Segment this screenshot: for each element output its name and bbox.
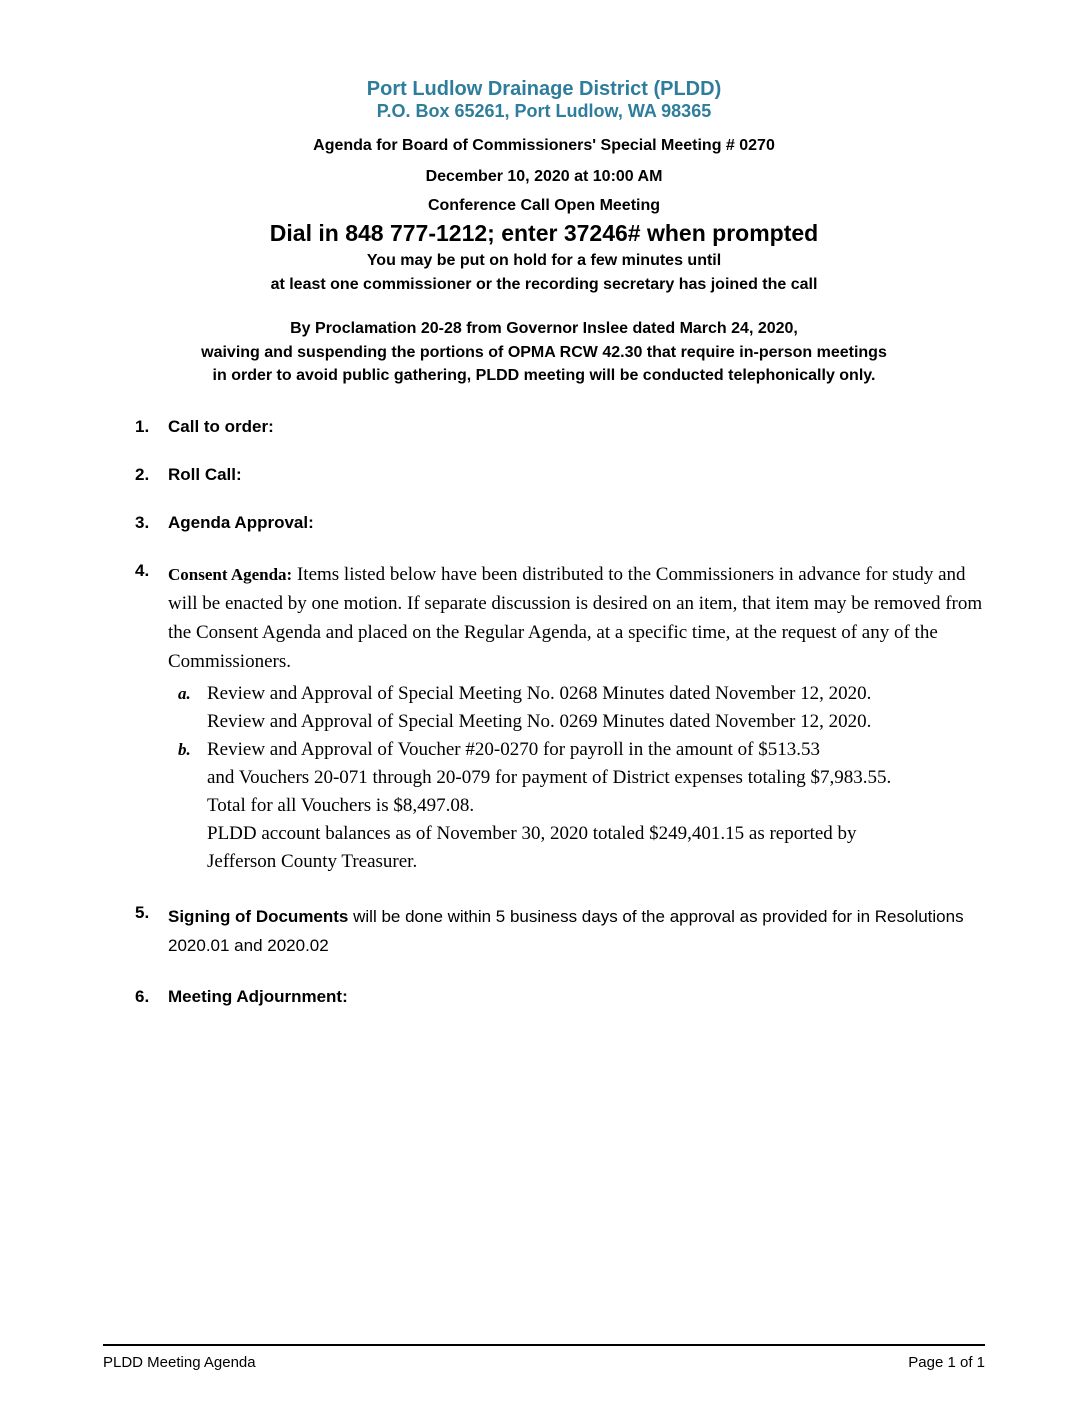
organization-address: P.O. Box 65261, Port Ludlow, WA 98365	[376, 101, 712, 121]
item-number: 1.	[135, 416, 150, 436]
footer-page-number: Page 1 of 1	[908, 1354, 985, 1371]
item-title: Agenda Approval:	[168, 512, 314, 532]
agenda-item-roll-call	[135, 464, 988, 486]
consent-agenda-sub-items	[168, 680, 983, 876]
item-number: 3.	[135, 512, 150, 532]
item-number: 4.	[135, 560, 150, 580]
agenda-item-agenda-approval	[135, 512, 988, 534]
item-title: Roll Call:	[168, 464, 242, 484]
page-footer	[103, 1344, 985, 1372]
document-header	[0, 0, 1088, 388]
agenda-item-meeting-adjournment	[135, 986, 988, 1008]
item-title: Meeting Adjournment:	[168, 986, 348, 1006]
sub-item-a-line-2: Review and Approval of Special Meeting No. 0269 Minutes dated November 12, 2020.	[207, 710, 872, 732]
hold-notice	[0, 249, 1088, 297]
item-body: will be done within 5 business days of the approval as provided for in Resolutions 2020.01 and 2020.02	[168, 906, 964, 955]
sub-item-b	[168, 736, 983, 876]
hold-notice-line-1: You may be put on hold for a few minutes until	[366, 252, 722, 269]
footer-document-title: PLDD Meeting Agenda	[103, 1354, 256, 1371]
sub-item-letter: a.	[178, 683, 191, 703]
item-number: 2.	[135, 464, 150, 484]
meeting-format: Conference Call Open Meeting	[427, 197, 661, 214]
proclamation-line-2: waiving and suspending the portions of OPMA RCW 42.30 that require in-person meetings	[201, 343, 887, 361]
item-title: Consent Agenda:	[168, 564, 293, 584]
sub-item-b-line-4: PLDD account balances as of November 30, 2020 totaled $249,401.15 as reported by	[207, 822, 857, 844]
meeting-title: Agenda for Board of Commissioners' Special Meeting # 0270	[313, 137, 775, 154]
item-number: 6.	[135, 986, 150, 1006]
item-body: Items listed below have been distributed to the Commissioners in advance for study and will be enacted by one motion. If separate discussion is desired on an item, that item may be removed from the Consent Agenda and placed on the Regular Agenda, at a specific time, at the request of any of the Commissioners.	[168, 563, 983, 672]
sub-item-a-line-1: Review and Approval of Special Meeting No. 0268 Minutes dated November 12, 2020.	[207, 682, 872, 704]
sub-item-a	[168, 680, 983, 736]
sub-item-b-line-1: Review and Approval of Voucher #20-0270 for payroll in the amount of $513.53	[207, 738, 820, 760]
meeting-datetime: December 10, 2020 at 10:00 AM	[425, 168, 663, 185]
item-title: Call to order:	[168, 416, 274, 436]
agenda-item-call-to-order	[135, 416, 988, 438]
proclamation-notice	[0, 317, 1088, 388]
hold-notice-line-2: at least one commissioner or the recording secretary has joined the call	[270, 276, 818, 293]
agenda-item-signing-of-documents	[135, 902, 988, 960]
proclamation-line-3: in order to avoid public gathering, PLDD meeting will be conducted telephonically only.	[212, 367, 876, 384]
consent-agenda-paragraph	[168, 560, 983, 676]
organization-name: Port Ludlow Drainage District (PLDD)	[366, 78, 722, 100]
signing-paragraph	[168, 902, 983, 960]
item-title: Signing of Documents	[168, 906, 349, 926]
sub-item-letter: b.	[178, 739, 191, 759]
sub-item-b-line-2: and Vouchers 20-071 through 20-079 for payment of District expenses totaling $7,983.55.	[207, 766, 892, 788]
sub-item-b-line-5: Jefferson County Treasurer.	[207, 850, 418, 872]
agenda-item-list	[0, 416, 1088, 1008]
sub-item-b-line-3: Total for all Vouchers is $8,497.08.	[207, 794, 475, 816]
item-number: 5.	[135, 902, 150, 922]
agenda-item-consent-agenda	[135, 560, 988, 876]
dial-in-instructions: Dial in 848 777-1212; enter 37246# when prompted	[269, 220, 819, 246]
proclamation-line-1: By Proclamation 20-28 from Governor Inslee dated March 24, 2020,	[290, 320, 798, 337]
